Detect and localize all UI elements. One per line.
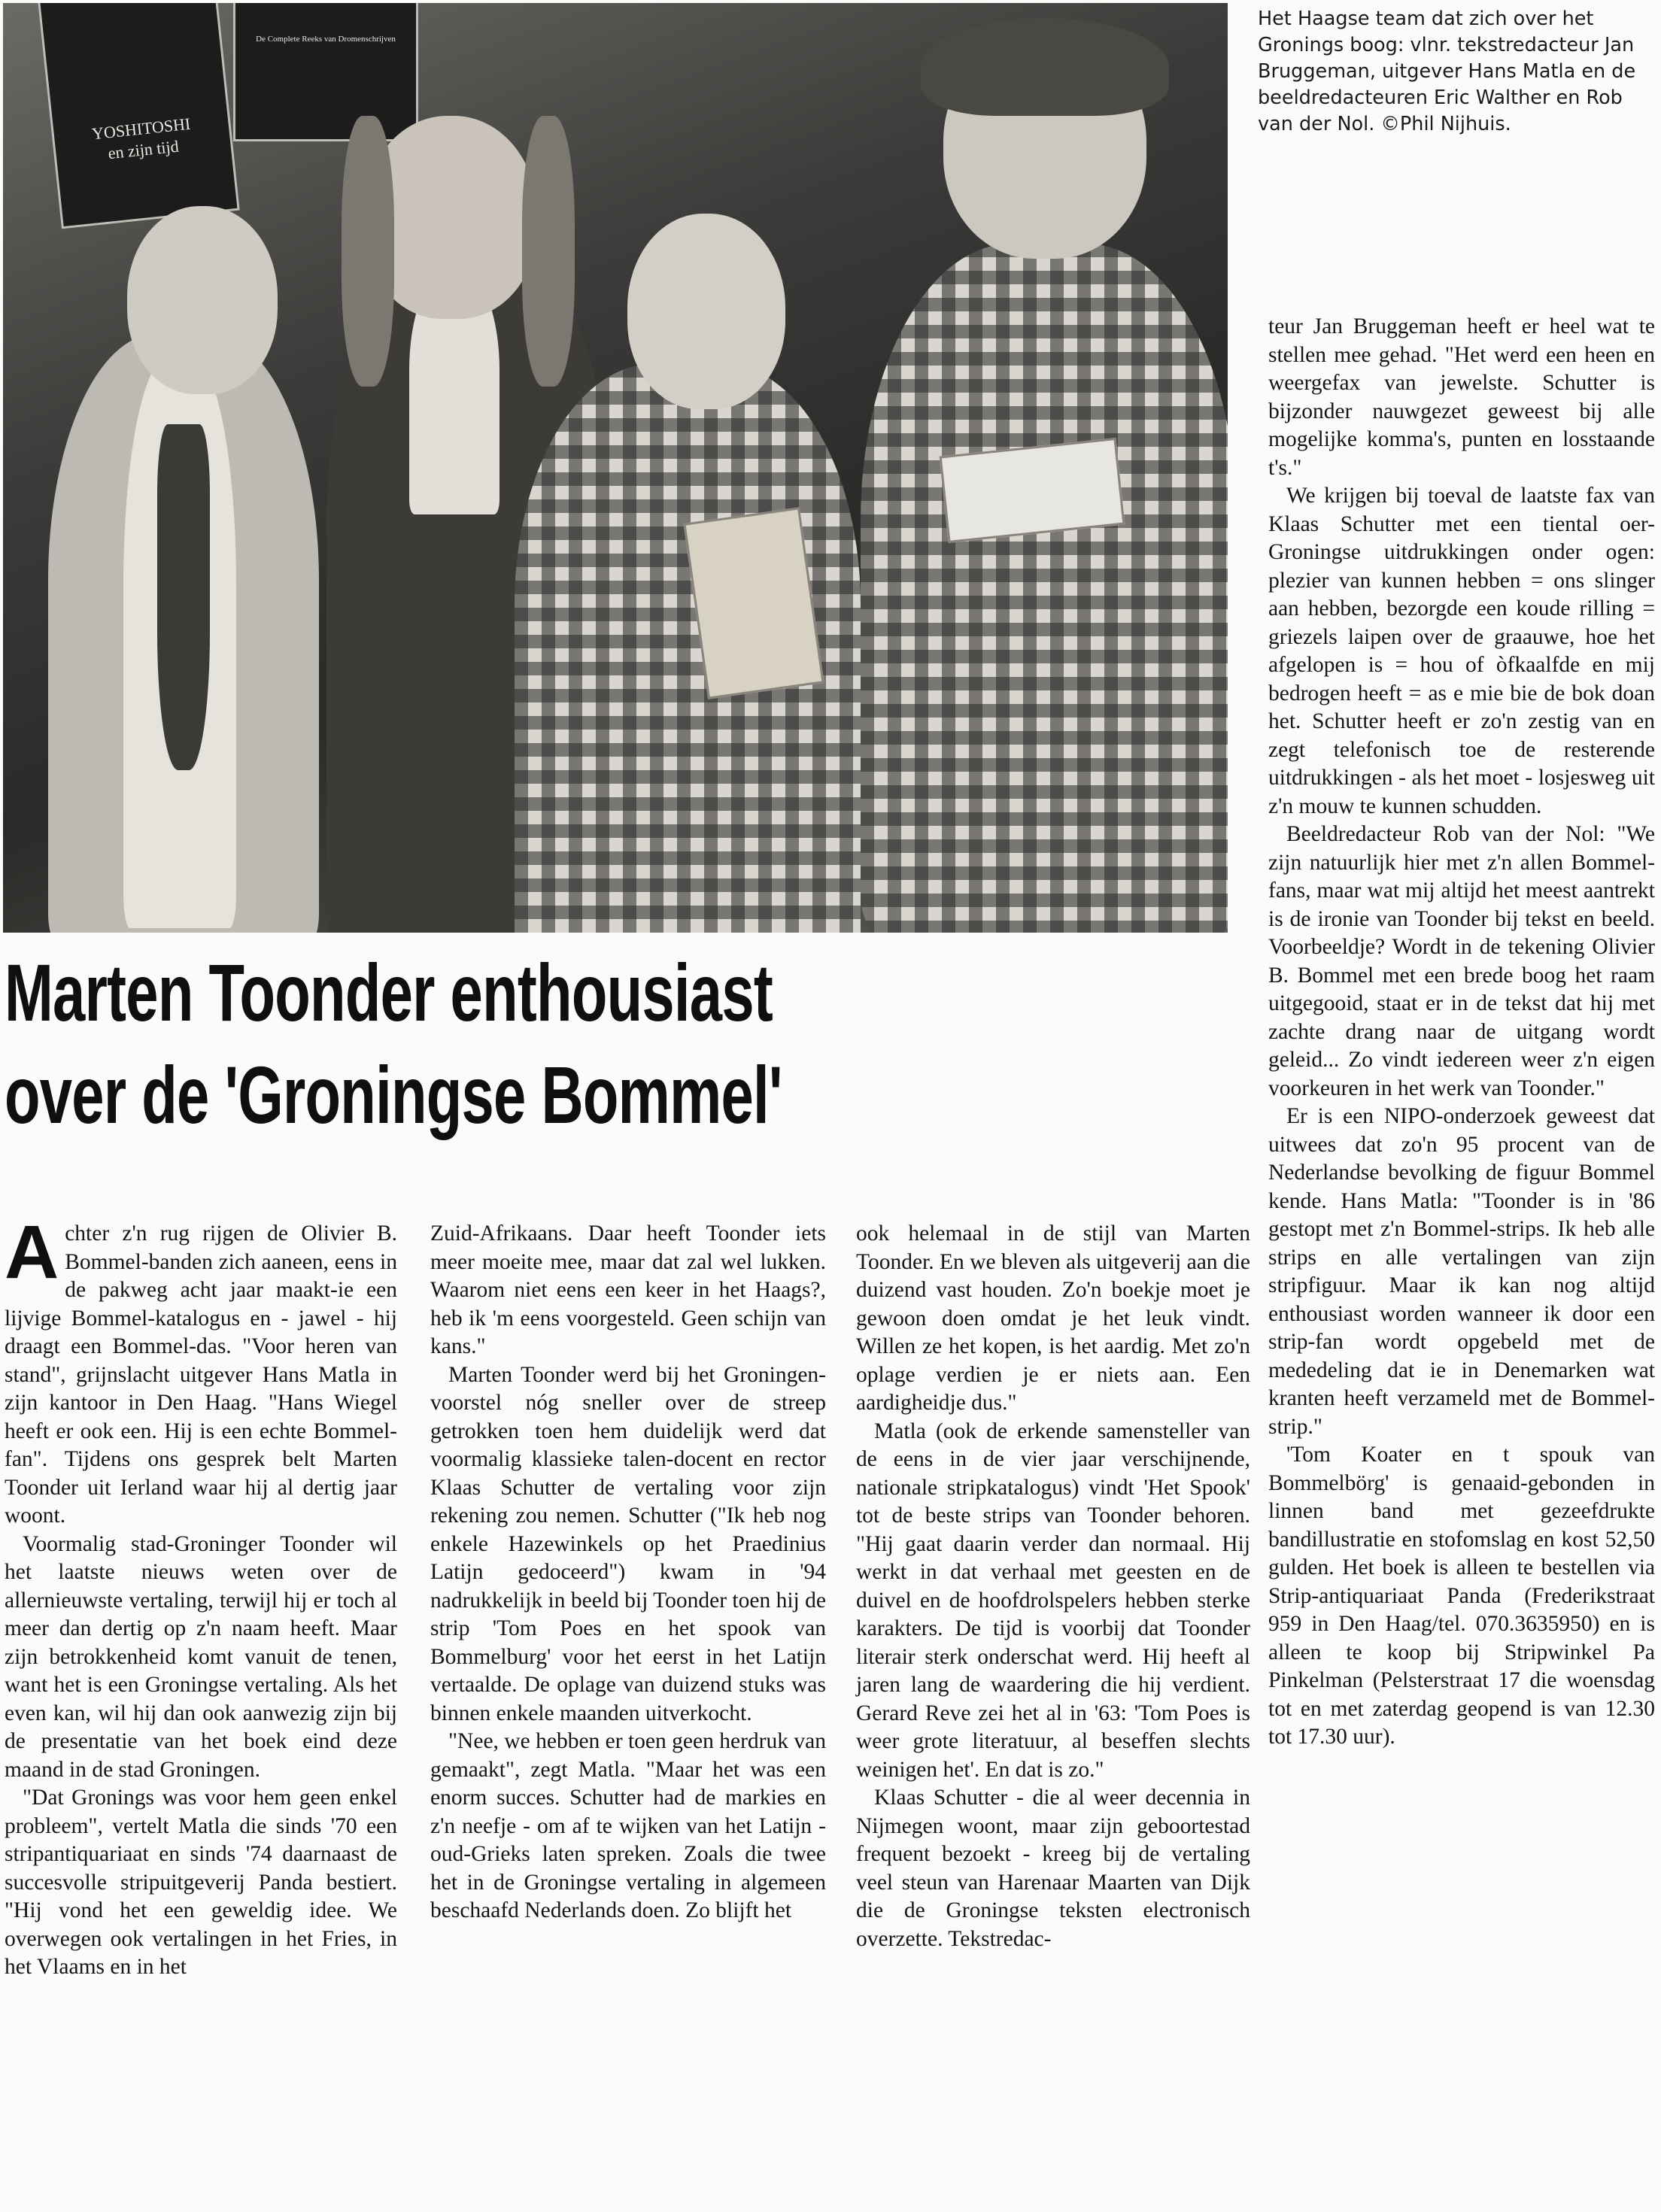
headline-line-2: over de 'Groningse Bommel' bbox=[5, 1049, 782, 1140]
article-paragraph: Achter z'n rug rijgen de Olivier B. Bommel-banden zich aaneen, eens in de pakweg acht jaar maakt-ie een lijvige Bommel-katalogus en - jawel - hij draagt een Bommel-das. "Voor heren van stand", grijnslacht uitgever Hans Matla in zijn kantoor in Den Haag. "Hans Wiegel heeft er ook een. Hij is een echte Bommel-fan". Tijdens ons gesprek belt Marten Toonder uit Ierland waar hij al dertig jaar woont. bbox=[5, 1210, 397, 1528]
poster-left-text: YOSHITOSHI en zijn tijd bbox=[90, 114, 192, 163]
poster-left bbox=[38, 3, 240, 229]
poster-right bbox=[233, 3, 418, 141]
article-paragraph: Er is een NIPO-onderzoek geweest dat uitwees dat zo'n 95 procent van de Nederlandse bevolking de figuur Bommel kende. Hans Matla: "Toonder is in '86 gestopt met z'n Bommel-strips. Ik heb alle strips en alle vertalingen van zijn stripfiguur. Maar ik kan nog altijd enthousiast worden wanneer ik door een strip-fan wordt opgebeld met de mededeling dat ie in Denemarken wat kranten heeft verzameld met de Bommel-strip." bbox=[1268, 1104, 1655, 1439]
drop-cap: A bbox=[5, 1210, 59, 1294]
photo-caption: Het Haagse team dat zich over het Gronings boog: vlnr. tekstredacteur Jan Bruggeman, uitgever Hans Matla en de beeldredacteuren Eric Walther en Rob van der Nol. ©Phil Nijhuis. bbox=[1258, 8, 1636, 135]
article-paragraph: Marten Toonder werd bij het Groningen-voorstel nóg sneller over de streep getrokken toen hem duidelijk werd dat voormalig klassieke talen-docent en rector Klaas Schutter de vertaling voor zijn rekening zou nemen. Schutter ("Ik heb nog enkele Hazewinkels op het Praedinius Latijn gedoceerd") kwam in '94 nadrukkelijk in beeld bij Toonder toen hij de strip 'Tom Poes en het spook van Bommelburg' voor het eerst in het Latijn vertaalde. De oplage van duizend stuks was binnen enkele maanden uitverkocht. bbox=[430, 1362, 826, 1725]
article-paragraph: "Dat Gronings was voor hem geen enkel probleem", vertelt Matla die sinds '70 een stripantiquariaat en sinds '74 daarnaast de succesvolle stripuitgeverij Panda bestiert. "Hij vond het een geweldig idee. We overwegen ook vertalingen in het Fries, in het Vlaams en in het bbox=[5, 1786, 397, 1979]
article-paragraph: We krijgen bij toeval de laatste fax van Klaas Schutter met een tiental oer-Groningse uitdrukkingen onder ogen: plezier van kunnen hebben = ons slinger aan hebben, bezorgde een koude rilling = griezels laipen over de graauwe, hoe het afgelopen is = hou of òfkaalfde en mij bedrogen heeft = as e mie bie de bok doan het. Schutter heeft er zo'n zestig van en zegt telefonisch toe de resterende uitdrukkingen - als het moet - losjesweg uit z'n mouw te kunnen schudden. bbox=[1268, 484, 1655, 818]
article-column-2 bbox=[430, 1220, 826, 1925]
article-column-4 bbox=[1268, 313, 1655, 1752]
article-paragraph: ook helemaal in de stijl van Marten Toonder. En we bleven als uitgeverij aan die duizend vast houden. Zo'n boekje moet je gewoon doen omdat je het leuk vindt. Willen ze het kopen, is het aardig. Met zo'n oplage verdien je er niets aan. Een aardigheidje dus." bbox=[856, 1221, 1250, 1415]
book-cover bbox=[683, 507, 824, 699]
headline-line-1: Marten Toonder enthousiast bbox=[5, 947, 773, 1038]
article-paragraph: Klaas Schutter - die al weer decennia in Nijmegen woont, maar zijn geboortestad frequent bezoekt - kreeg bij de vertaling veel steun van Harenaar Maarten van Dijk die de Groningse teksten electronisch overzette. Tekstredac- bbox=[856, 1786, 1250, 1951]
article-paragraph: "Nee, we hebben er toen geen herdruk van gemaakt", zegt Matla. "Maar het was een enorm succes. Schutter had de markies en z'n neefje - om af te wijken van het Latijn - oud-Grieks laten spreken. Zoals die twee het in de Groningse vertaling in algemeen beschaafd Nederlands doen. Zo blijft het bbox=[430, 1729, 826, 1922]
headline bbox=[5, 942, 893, 1146]
article-column-3 bbox=[856, 1220, 1250, 1953]
poster-right-text: De Complete Reeks van Dromenschrijven bbox=[256, 35, 396, 44]
article-paragraph: Zuid-Afrikaans. Daar heeft Toonder iets meer moeite mee, maar dat zal wel lukken. Waarom niet eens een keer in het Haags?, heb ik 'm eens voorgesteld. Geen schijn van kans." bbox=[430, 1221, 826, 1358]
article-paragraph: teur Jan Bruggeman heeft er heel wat te stellen mee gehad. "Het werd een heen en weergefax van jewelste. Schutter is bijzonder nauwgezet geweest bij alle mogelijke komma's, punten en losstaande t's." bbox=[1268, 314, 1655, 480]
article-paragraph: 'Tom Koater en t spouk van Bommelbörg' is genaaid-gebonden in linnen band met gezeefdrukte bandillustratie en stofomslag en kost 52,50 gulden. Het boek is alleen te bestellen via Strip-antiquariaat Panda (Frederikstraat 959 in Den Haag/tel. 070.3635950) en is alleen te koop bij Stripwinkel Pa Pinkelman (Pelsterstraat 17 die woensdag tot en met zaterdag geopend is van 12.30 tot 17.30 uur). bbox=[1268, 1443, 1655, 1749]
article-paragraph: Voormalig stad-Groninger Toonder wil het laatste nieuws weten over de allernieuwste vertaling, terwijl hij er toch al meer dan dertig op z'n naam heeft. Maar zijn betrokkenheid komt vanuit de tenen, want het is een Groningse vertaling. Als het even kan, wil hij dan ook aanwezig zijn bij de presentatie van het boek eind deze maand in de stad Groningen. bbox=[5, 1531, 397, 1782]
article-paragraph: Beeldredacteur Rob van der Nol: "We zijn natuurlijk hier met z'n allen Bommel-fans, maar wat mij altijd het meest aantrekt is de ironie van Toonder bij tekst en beeld. Voorbeeldje? Wordt in de tekening Olivier B. Bommel met een brede boog het raam uitgegooid, staat er in de tekst dat hij met zachte drang naar de uitgang wordt geleid... Zo vindt iedereen weer z'n eigen voorkeuren in het werk van Toonder." bbox=[1268, 822, 1655, 1100]
papers-in-hand bbox=[940, 438, 1125, 543]
article-photo bbox=[3, 3, 1228, 933]
article-column-1 bbox=[5, 1210, 397, 1982]
article-paragraph: Matla (ook de erkende samensteller van de eens in de vier jaar verschijnende, nationale stripkatalogus) vindt 'Het Spook' tot de beste strips van Toonder behoren. "Hij gaat daarin verder dan normaal. Hij werkt in dat verhaal met geesten en de duivel en de hoofdrolspelers hebben sterke karakters. De tijd is voorbij dat Toonder literair sterk onderschat werd. Hij heeft al jaren lang de waardering die hij verdient. Gerard Reve zei het al in '63: 'Tom Poes is weer grote literatuur, al beseffen slechts weinigen het'. En dat is zo." bbox=[856, 1419, 1250, 1782]
